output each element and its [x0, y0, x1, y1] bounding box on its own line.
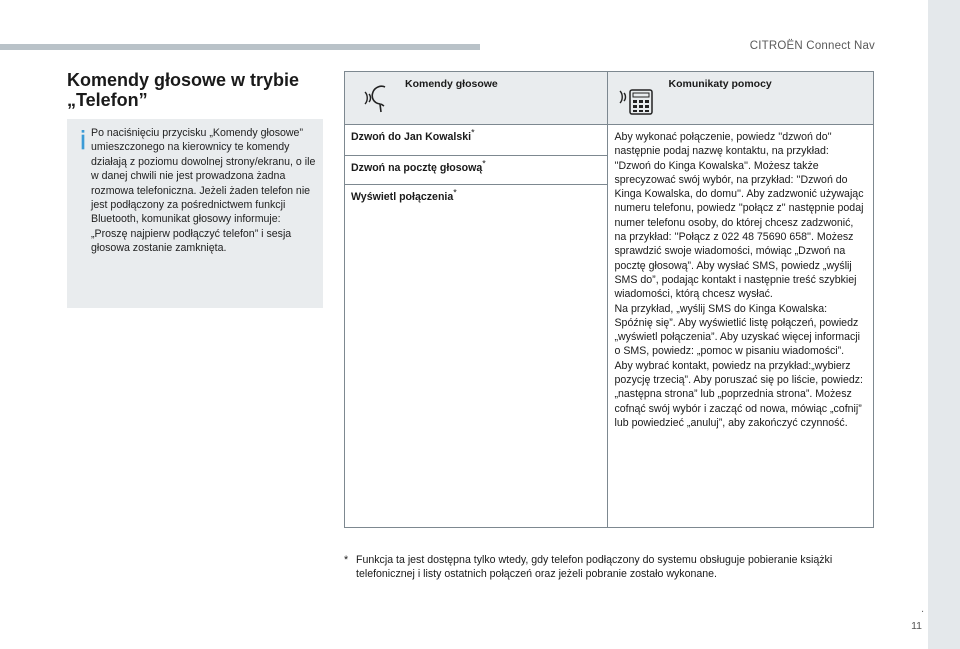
help-paragraph: Aby wykonać połączenie, powiedz ''dzwoń do'' następnie podaj nazwę kontaktu, na przykład: ''Dzwoń do Kinga Kowalska''. Możesz także sprecyzować swój wybór, na przykład: ''Dzwoń do Kinga Kowalska, do domu''. Aby zadzwonić używając numeru telefonu, powiedz ''połącz z'' następnie podaj numer telefonu osoby, do której chcesz zadzwonić, na przykład: ''Połącz z 022 48 75690 658''. Możesz sprawdzić swoje wiadomości, mówiąc „Dzwoń na pocztę głosową”. Aby wysłać SMS, powiedz „wyślij SMS do”, podając kontakt i następnie treść szybkiej wiadomości, którą chcesz wysłać.	[614, 131, 864, 301]
help-text-cell	[608, 125, 874, 528]
brand-header: CITROËN Connect Nav	[749, 40, 875, 52]
info-text: Po naciśnięciu przycisku „Komendy głosowe” umieszczonego na kierownicy te komendy działają z poziomu dowolnej strony/ekranu, o ile w danej chwili nie jest prowadzona żadna rozmowa telefoniczna. Jeżeli żaden telefon nie jest podłączony za pośrednictwem funkcji Bluetooth, komunikat głosowy informuje: „Proszę najpierw podłączyć telefon” i sesja głosowa zostanie zamknięta.	[91, 127, 316, 255]
phone-keypad-voice-icon	[618, 85, 656, 117]
help-paragraph: Na przykład, „wyślij SMS do Kinga Kowalska: Spóźnię się”. Aby wyświetlić listę połączeń, powiedz „wyświetl połączenia”. Aby uzyskać więcej informacji o SMS, powiedz: „pomoc w pisaniu wiadomości”.	[614, 302, 860, 358]
voice-commands-table	[344, 71, 874, 528]
command-label: Dzwoń na pocztę głosową	[351, 162, 483, 174]
footnote-text: Funkcja ta jest dostępna tylko wtedy, gdy telefon podłączony do systemu obsługuje pobieranie książki telefonicznej i listy ostatnich połączeń oraz jeżeli pobranie zostało wykonane.	[356, 554, 833, 580]
info-icon	[81, 125, 85, 155]
header-help-messages	[608, 72, 874, 125]
table-row	[345, 125, 874, 156]
help-paragraph: Aby wybrać kontakt, powiedz na przykład:„wybierz pozycję trzecią”. Aby poruszać się po liście, powiedz: „następna strona” lub „poprzednia strona”. Możesz cofnąć swój wybór i zacząć od nowa, mówiąc „cofnij” lub powiedzieć „anuluj”, aby zakończyć czynność.	[614, 359, 863, 429]
section-title-line1: Komendy głosowe w trybie	[67, 70, 300, 90]
command-label: Wyświetl połączenia	[351, 191, 454, 203]
section-title	[67, 70, 327, 110]
header-voice-commands	[345, 72, 608, 125]
footnote-mark: *	[453, 187, 457, 198]
page-dot: .	[920, 603, 924, 615]
command-cell	[345, 185, 608, 528]
page-edge-strip	[928, 0, 960, 649]
voice-command-icon	[363, 84, 397, 114]
page-number: 11	[911, 620, 922, 632]
footnote-star: *	[344, 554, 349, 566]
command-cell	[345, 125, 608, 156]
footnote-mark: *	[471, 127, 475, 138]
footnote-mark: *	[482, 158, 486, 169]
top-rule	[0, 44, 480, 50]
command-cell	[345, 156, 608, 185]
footnote	[344, 553, 864, 581]
command-label: Dzwoń do Jan Kowalski	[351, 131, 472, 143]
header-help-messages-label: Komunikaty pomocy	[668, 78, 772, 90]
header-voice-commands-label: Komendy głosowe	[405, 78, 498, 90]
section-title-line2: „Telefon”	[67, 90, 148, 110]
